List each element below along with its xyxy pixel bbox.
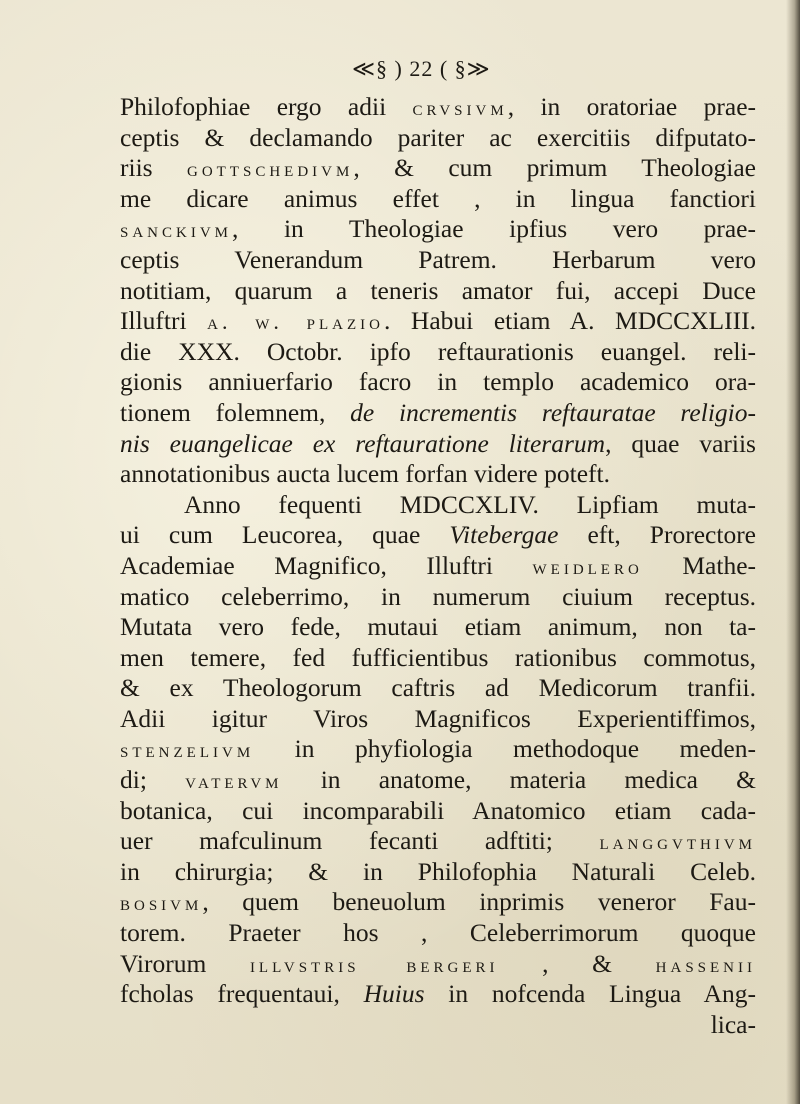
text-segment: eft, Prorectore <box>558 520 756 550</box>
text-line <box>120 796 756 827</box>
small-caps-name: stenzelivm <box>120 737 255 763</box>
text-line <box>120 1010 756 1041</box>
text-segment: , quem beneuolum inprimis veneror Fau- <box>202 887 756 917</box>
text-segment: Academiae Magnifico, Illuftri <box>120 550 533 580</box>
text-segment: in phyfiologia methodoque meden- <box>254 734 756 764</box>
text-segment: notitiam, quarum a teneris amator fui, accepi Duce <box>120 275 756 305</box>
text-segment: , in oratoriae prae- <box>507 92 756 121</box>
italic-text: nis euangelicae ex reftauratione literarum <box>120 428 606 458</box>
text-segment: die XXX. Octobr. ipfo reftaurationis euangel. reli- <box>120 336 756 366</box>
small-caps-name: gottschedivm <box>186 156 354 182</box>
text-line <box>120 123 756 154</box>
text-segment: Virorum <box>120 948 250 978</box>
italic-text: de incrementis reftauratae religio- <box>350 397 756 427</box>
text-segment: . Habui etiam A. MDCCXLIII. <box>383 306 756 336</box>
text-line <box>120 92 756 123</box>
text-line <box>120 826 756 857</box>
text-line <box>120 673 756 704</box>
text-line <box>120 306 756 337</box>
text-segment: & ex Theologorum caftris ad Medicorum tranfii. <box>120 673 756 703</box>
text-segment: in chirurgia; & in Philofophia Naturali Celeb. <box>120 856 756 886</box>
text-segment: Philofophiae ergo adii <box>120 92 413 121</box>
small-caps-name: a. w. plazio <box>207 309 384 335</box>
small-caps-name: crvsivm <box>412 95 508 120</box>
text-segment: gionis anniuerfario facro in templo academico ora- <box>120 367 756 397</box>
text-line <box>120 979 756 1010</box>
italic-text: Huius <box>363 979 425 1009</box>
text-segment: lica- <box>710 1009 756 1039</box>
text-line <box>120 765 756 796</box>
text-segment: Mathe- <box>642 550 756 580</box>
text-segment: fcholas frequentaui, <box>120 979 364 1009</box>
text-line <box>120 887 756 918</box>
text-segment: in nofcenda Lingua Ang- <box>424 979 756 1009</box>
text-segment: botanica, cui incomparabili Anatomico etiam cada- <box>120 795 756 825</box>
text-segment: men temere, fed fufficientibus rationibus commotus, <box>120 642 756 672</box>
text-segment: , & <box>498 948 656 978</box>
text-segment: Anno fequenti MDCCXLIV. Lipfiam muta- <box>184 489 756 519</box>
small-caps-name: langgvthivm <box>599 829 756 855</box>
text-line <box>120 184 756 215</box>
text-line <box>120 949 756 980</box>
text-line <box>120 643 756 674</box>
text-segment: me dicare animus effet , in lingua fanctiori <box>120 183 756 213</box>
text-line <box>120 551 756 582</box>
body-text <box>120 92 756 1040</box>
italic-text: Vitebergae <box>449 520 559 550</box>
small-caps-name: hassenii <box>655 951 756 977</box>
text-line <box>120 582 756 613</box>
text-segment: Adii igitur Viros Magnificos Experientiffimos, <box>120 703 756 733</box>
text-line <box>120 398 756 429</box>
text-line <box>120 214 756 245</box>
text-line <box>120 704 756 735</box>
page-header: ≪§ ) 22 ( §≫ <box>352 56 491 81</box>
text-line <box>120 429 756 460</box>
text-segment: , & cum primum Theologiae <box>353 153 756 183</box>
text-line <box>120 337 756 368</box>
text-line <box>120 918 756 949</box>
text-line <box>120 276 756 307</box>
text-segment: annotationibus aucta lucem forfan videre poteft. <box>120 459 610 489</box>
text-line <box>120 367 756 398</box>
small-caps-name: vatervm <box>185 768 283 794</box>
text-line <box>120 153 756 184</box>
text-segment: Mutata vero fede, mutaui etiam animum, non ta- <box>120 612 756 642</box>
text-segment: ceptis Venerandum Patrem. Herbarum vero <box>120 244 756 274</box>
text-line <box>120 459 756 490</box>
text-segment: riis <box>120 153 187 183</box>
text-segment: di; <box>120 765 186 795</box>
text-line <box>120 612 756 643</box>
text-line <box>120 490 756 521</box>
text-segment: , in Theologiae ipfius vero prae- <box>232 214 756 244</box>
text-segment: tionem folemnem, <box>120 397 351 427</box>
text-segment: uer mafculinum fecanti adftiti; <box>120 826 600 856</box>
text-line <box>120 245 756 276</box>
small-caps-name: bosivm <box>120 890 203 916</box>
text-segment: Illuftri <box>120 306 208 336</box>
page-gutter-shadow <box>786 0 800 1104</box>
small-caps-name: sanckivm <box>120 217 233 243</box>
small-caps-name: weidlero <box>532 553 643 579</box>
text-segment: matico celeberrimo, in numerum ciuium receptus. <box>120 581 756 611</box>
text-line <box>120 520 756 551</box>
text-segment: torem. Praeter hos , Celeberrimorum quoque <box>120 918 756 948</box>
text-segment: ceptis & declamando pariter ac exercitiis difputato- <box>120 122 756 152</box>
text-line <box>120 734 756 765</box>
small-caps-name: illvstris bergeri <box>249 951 499 977</box>
text-segment: ui cum Leucorea, quae <box>120 520 450 550</box>
text-line <box>120 857 756 888</box>
text-segment: in anatome, materia medica & <box>282 765 756 795</box>
text-segment: , quae variis <box>605 428 756 458</box>
